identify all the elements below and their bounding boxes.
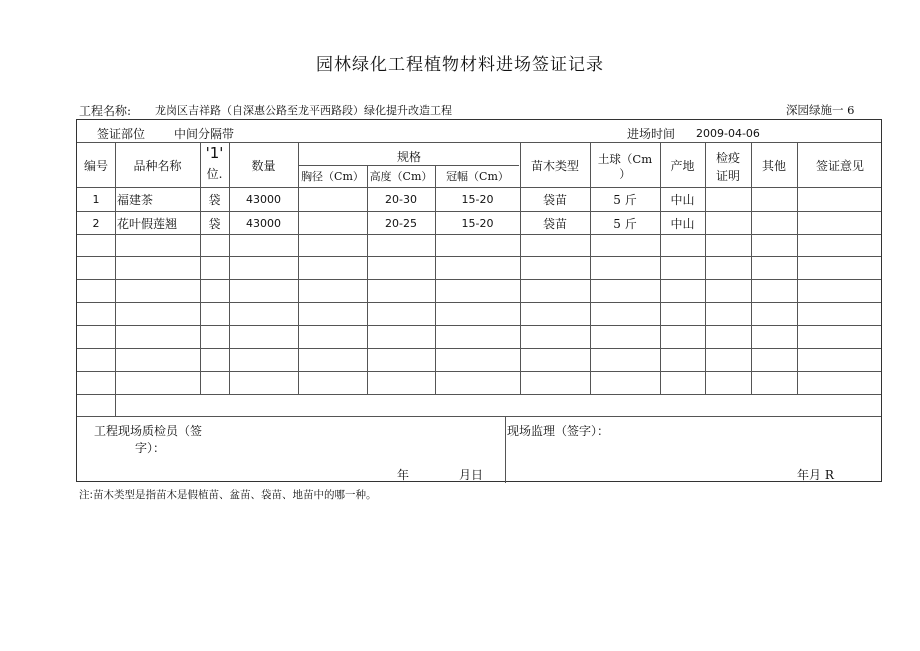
cell-qty: 43000 [246, 217, 281, 230]
inspector-label-cont: 字）： [135, 441, 166, 455]
form-line [77, 256, 881, 257]
form-line [520, 142, 521, 394]
inspector-date-year: 年 [397, 468, 410, 482]
header-other: 其他 [761, 159, 786, 173]
cell-no: 2 [92, 217, 100, 230]
form-line [77, 348, 881, 349]
form-line [797, 142, 798, 394]
form-line [77, 279, 881, 280]
form-line [298, 165, 519, 166]
cell-variety: 花叶假莲翘 [117, 217, 178, 231]
form-line [77, 371, 881, 372]
cell-type: 袋苗 [542, 193, 567, 207]
record-form [76, 119, 882, 482]
cell-origin: 中山 [670, 217, 695, 231]
supervisor-date: 年月 R [797, 468, 834, 482]
header-soil-ball-unit: ） [619, 167, 631, 181]
form-line [77, 211, 881, 212]
header-seedling-type: 苗木类型 [530, 159, 579, 173]
form-line [77, 187, 881, 188]
header-variety: 品种名称 [133, 159, 182, 173]
form-line [660, 142, 661, 394]
cell-height: 20-25 [385, 217, 417, 230]
document-code: 深园绿施一 6 [786, 103, 855, 117]
cell-crown: 15-20 [461, 217, 494, 230]
cell-variety: 福建茶 [117, 193, 154, 207]
footnote: 注:苗木类型是指苗木是假植苗、盆苗、袋苗、地苗中的哪一种。 [79, 489, 377, 501]
form-line [77, 325, 881, 326]
header-origin: 产地 [670, 159, 695, 173]
project-name-label: 工程名称: [79, 104, 132, 118]
form-line [77, 416, 881, 417]
cell-qty: 43000 [246, 193, 281, 206]
form-line [77, 394, 881, 395]
form-line [751, 142, 752, 394]
sign-location-label: 签证部位 [97, 127, 146, 141]
form-line [77, 142, 881, 143]
header-opinion: 签证意见 [815, 159, 864, 173]
sign-location-value: 中间分隔带 [174, 127, 235, 141]
entry-date-label: 进场时间 [627, 127, 676, 141]
form-line [229, 142, 230, 394]
cell-height: 20-30 [385, 193, 417, 206]
cell-type: 袋苗 [542, 217, 567, 231]
supervisor-label: 现场监理（签字）： [507, 424, 610, 438]
entry-date-value: 2009-04-06 [696, 127, 760, 140]
form-line [505, 416, 506, 483]
cell-origin: 中山 [670, 193, 695, 207]
cell-unit: 袋 [208, 217, 221, 231]
header-quantity: 数量 [251, 159, 276, 173]
header-no: 编号 [83, 159, 108, 173]
header-soil-ball: 土球（Cm [597, 152, 653, 166]
header-quarantine: 检疫 [715, 151, 740, 165]
header-spec: 规格 [396, 150, 421, 164]
cell-soil: 5 斤 [613, 217, 637, 231]
cell-crown: 15-20 [461, 193, 494, 206]
form-line [77, 302, 881, 303]
inspector-label: 工程现场质检员（签 [94, 424, 203, 438]
header-quarantine-cert: 证明 [715, 169, 740, 183]
header-unit-mark: '1' [205, 144, 224, 162]
header-spec-height: 高度（Cm） [369, 170, 433, 183]
project-name: 龙岗区吉祥路（自深惠公路至龙平西路段）绿化提升改造工程 [155, 104, 452, 117]
header-spec-dbh: 胸径（Cm） [301, 170, 364, 183]
form-line [115, 142, 116, 416]
page-title: 园林绿化工程植物材料进场签证记录 [316, 55, 604, 75]
inspector-date-monthday: 月日 [459, 468, 484, 482]
header-unit: 位. [206, 167, 223, 181]
cell-unit: 袋 [208, 193, 221, 207]
form-line [77, 234, 881, 235]
header-spec-crown: 冠幅（Cm） [446, 170, 509, 183]
cell-no: 1 [92, 193, 100, 206]
cell-soil: 5 斤 [613, 193, 637, 207]
